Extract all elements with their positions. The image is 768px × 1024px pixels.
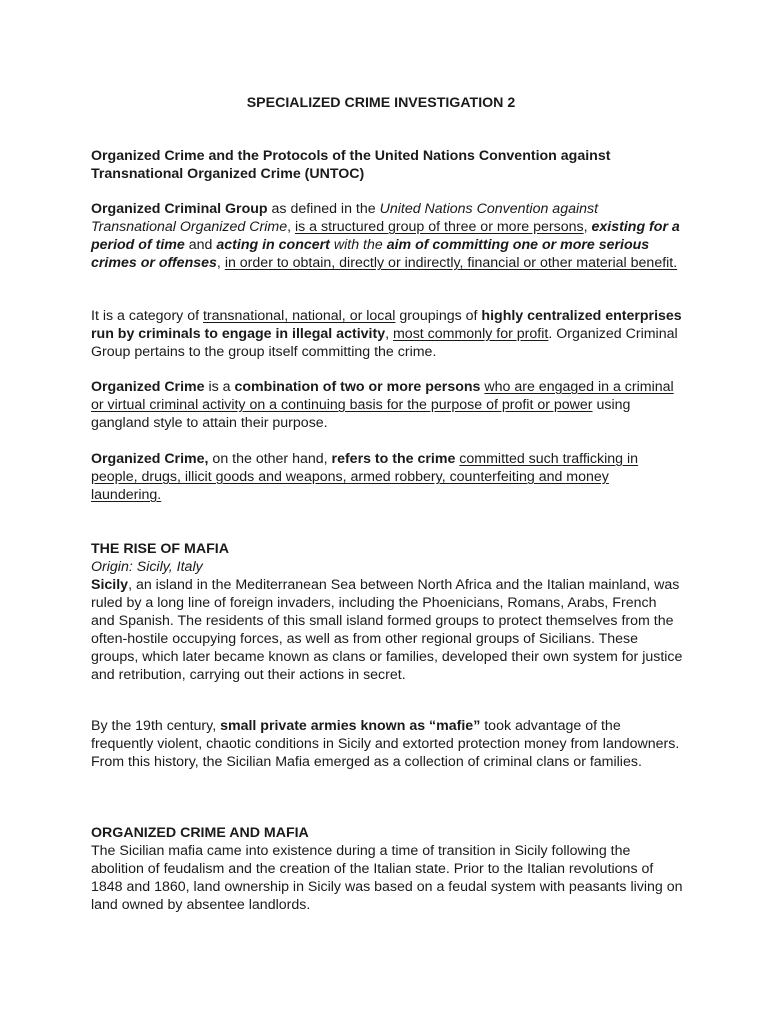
definition-aim: aim of committing one or more serious crimes or offenses [91, 237, 650, 271]
paragraph-category: It is a category of transnational, national, or local groupings of highly centralized enterprises run by criminals to engage in illegal activity, most commonly for profit. Organized Criminal Group pertains to the group itself committing the crime. [91, 308, 682, 360]
untoc-heading: Organized Crime and the Protocols of the United Nations Convention against Transnational Organized Crime (UNTOC) [91, 148, 611, 182]
sicily-text: , an island in the Mediterranean Sea between North Africa and the Italian mainland, was ruled by a long line of foreign invaders, including the Phoenicians, Romans, Arabs, French and Spanish. The residents of this small island formed groups to protect themselves from the often-hostile occupying forces, as well as from other regional groups of Sicilians. These groups, which later became known as clans or families, developed their own system for justice and retribution, carrying out their actions in secret. [91, 577, 683, 683]
paragraph-organized-crime-other: Organized Crime, on the other hand, refers to the crime committed such trafficking in people, drugs, illicit goods and weapons, armed robbery, counterfeiting and money laundering. [91, 451, 639, 503]
ocm-text: The Sicilian mafia came into existence during a time of transition in Sicily following the abolition of feudalism and the creation of the Italian state. Prior to the Italian revolutions of 1848 and 1860, land ownership in Sicily was based on a feudal system with peasants living on land owned by absentee landlords. [91, 843, 683, 913]
definition-structured-group: is a structured group of three or more persons [294, 219, 584, 235]
term-organized-criminal-group: Organized Criminal Group [91, 201, 268, 217]
category-scope: transnational, national, or local [202, 308, 396, 324]
term-organized-crime-2: Organized Crime, [91, 451, 209, 467]
refers-phrase: refers to the crime [331, 451, 456, 467]
convention-name: United Nations Convention against Transnational Organized Crime [91, 201, 599, 235]
definition-acting-in-concert: acting in concert [216, 237, 330, 253]
category-enterprises: highly centralized enterprises run by criminals to engage in illegal activity [91, 308, 682, 342]
section-organized-crime-and-mafia [91, 824, 683, 914]
category-profit: most commonly for profit [392, 326, 549, 342]
section-rise-of-mafia [91, 540, 683, 684]
paragraph-organized-crime: Organized Crime is a combination of two or more persons who are engaged in a criminal or virtual criminal activity on a continuing basis for the purpose of profit or power using gangland style to attain their purpose. [91, 379, 674, 431]
combination-phrase: combination of two or more persons [234, 379, 481, 395]
document-title: SPECIALIZED CRIME INVESTIGATION 2 [246, 95, 516, 111]
paragraph-organized-criminal-group: Organized Criminal Group as defined in the United Nations Convention against Transnational Organized Crime, is a structured group of three or more persons, existing for a period of time and acting in concert with the aim of committing one or more serious crimes or offenses, in order to obtain, directly or indirectly, financial or other material benefit. [91, 201, 680, 271]
paragraph-19th-century: By the 19th century, small private armies known as “mafie” took advantage of the frequently violent, chaotic conditions in Sicily and extorted protection money from landowners. From this history, the Sicilian Mafia emerged as a collection of criminal clans or families. [91, 718, 680, 770]
engaged-phrase: who are engaged in a criminal or virtual criminal activity on a continuing basis for the purpose of profit or power [91, 379, 674, 413]
mafie-phrase: small private armies known as “mafie” [220, 718, 481, 734]
definition-benefit: in order to obtain, directly or indirectly, financial or other material benefit. [224, 255, 678, 271]
mafia-heading: THE RISE OF MAFIA [91, 541, 229, 557]
term-organized-crime: Organized Crime [91, 379, 205, 395]
ocm-heading: ORGANIZED CRIME AND MAFIA [91, 825, 309, 841]
definition-existing: existing for a period of time [91, 219, 680, 253]
mafia-origin: Origin: Sicily, Italy [91, 559, 203, 575]
crimes-list: committed such trafficking in people, drugs, illicit goods and weapons, armed robbery, counterfeiting and money laundering. [91, 451, 639, 503]
term-sicily: Sicily [91, 577, 129, 593]
